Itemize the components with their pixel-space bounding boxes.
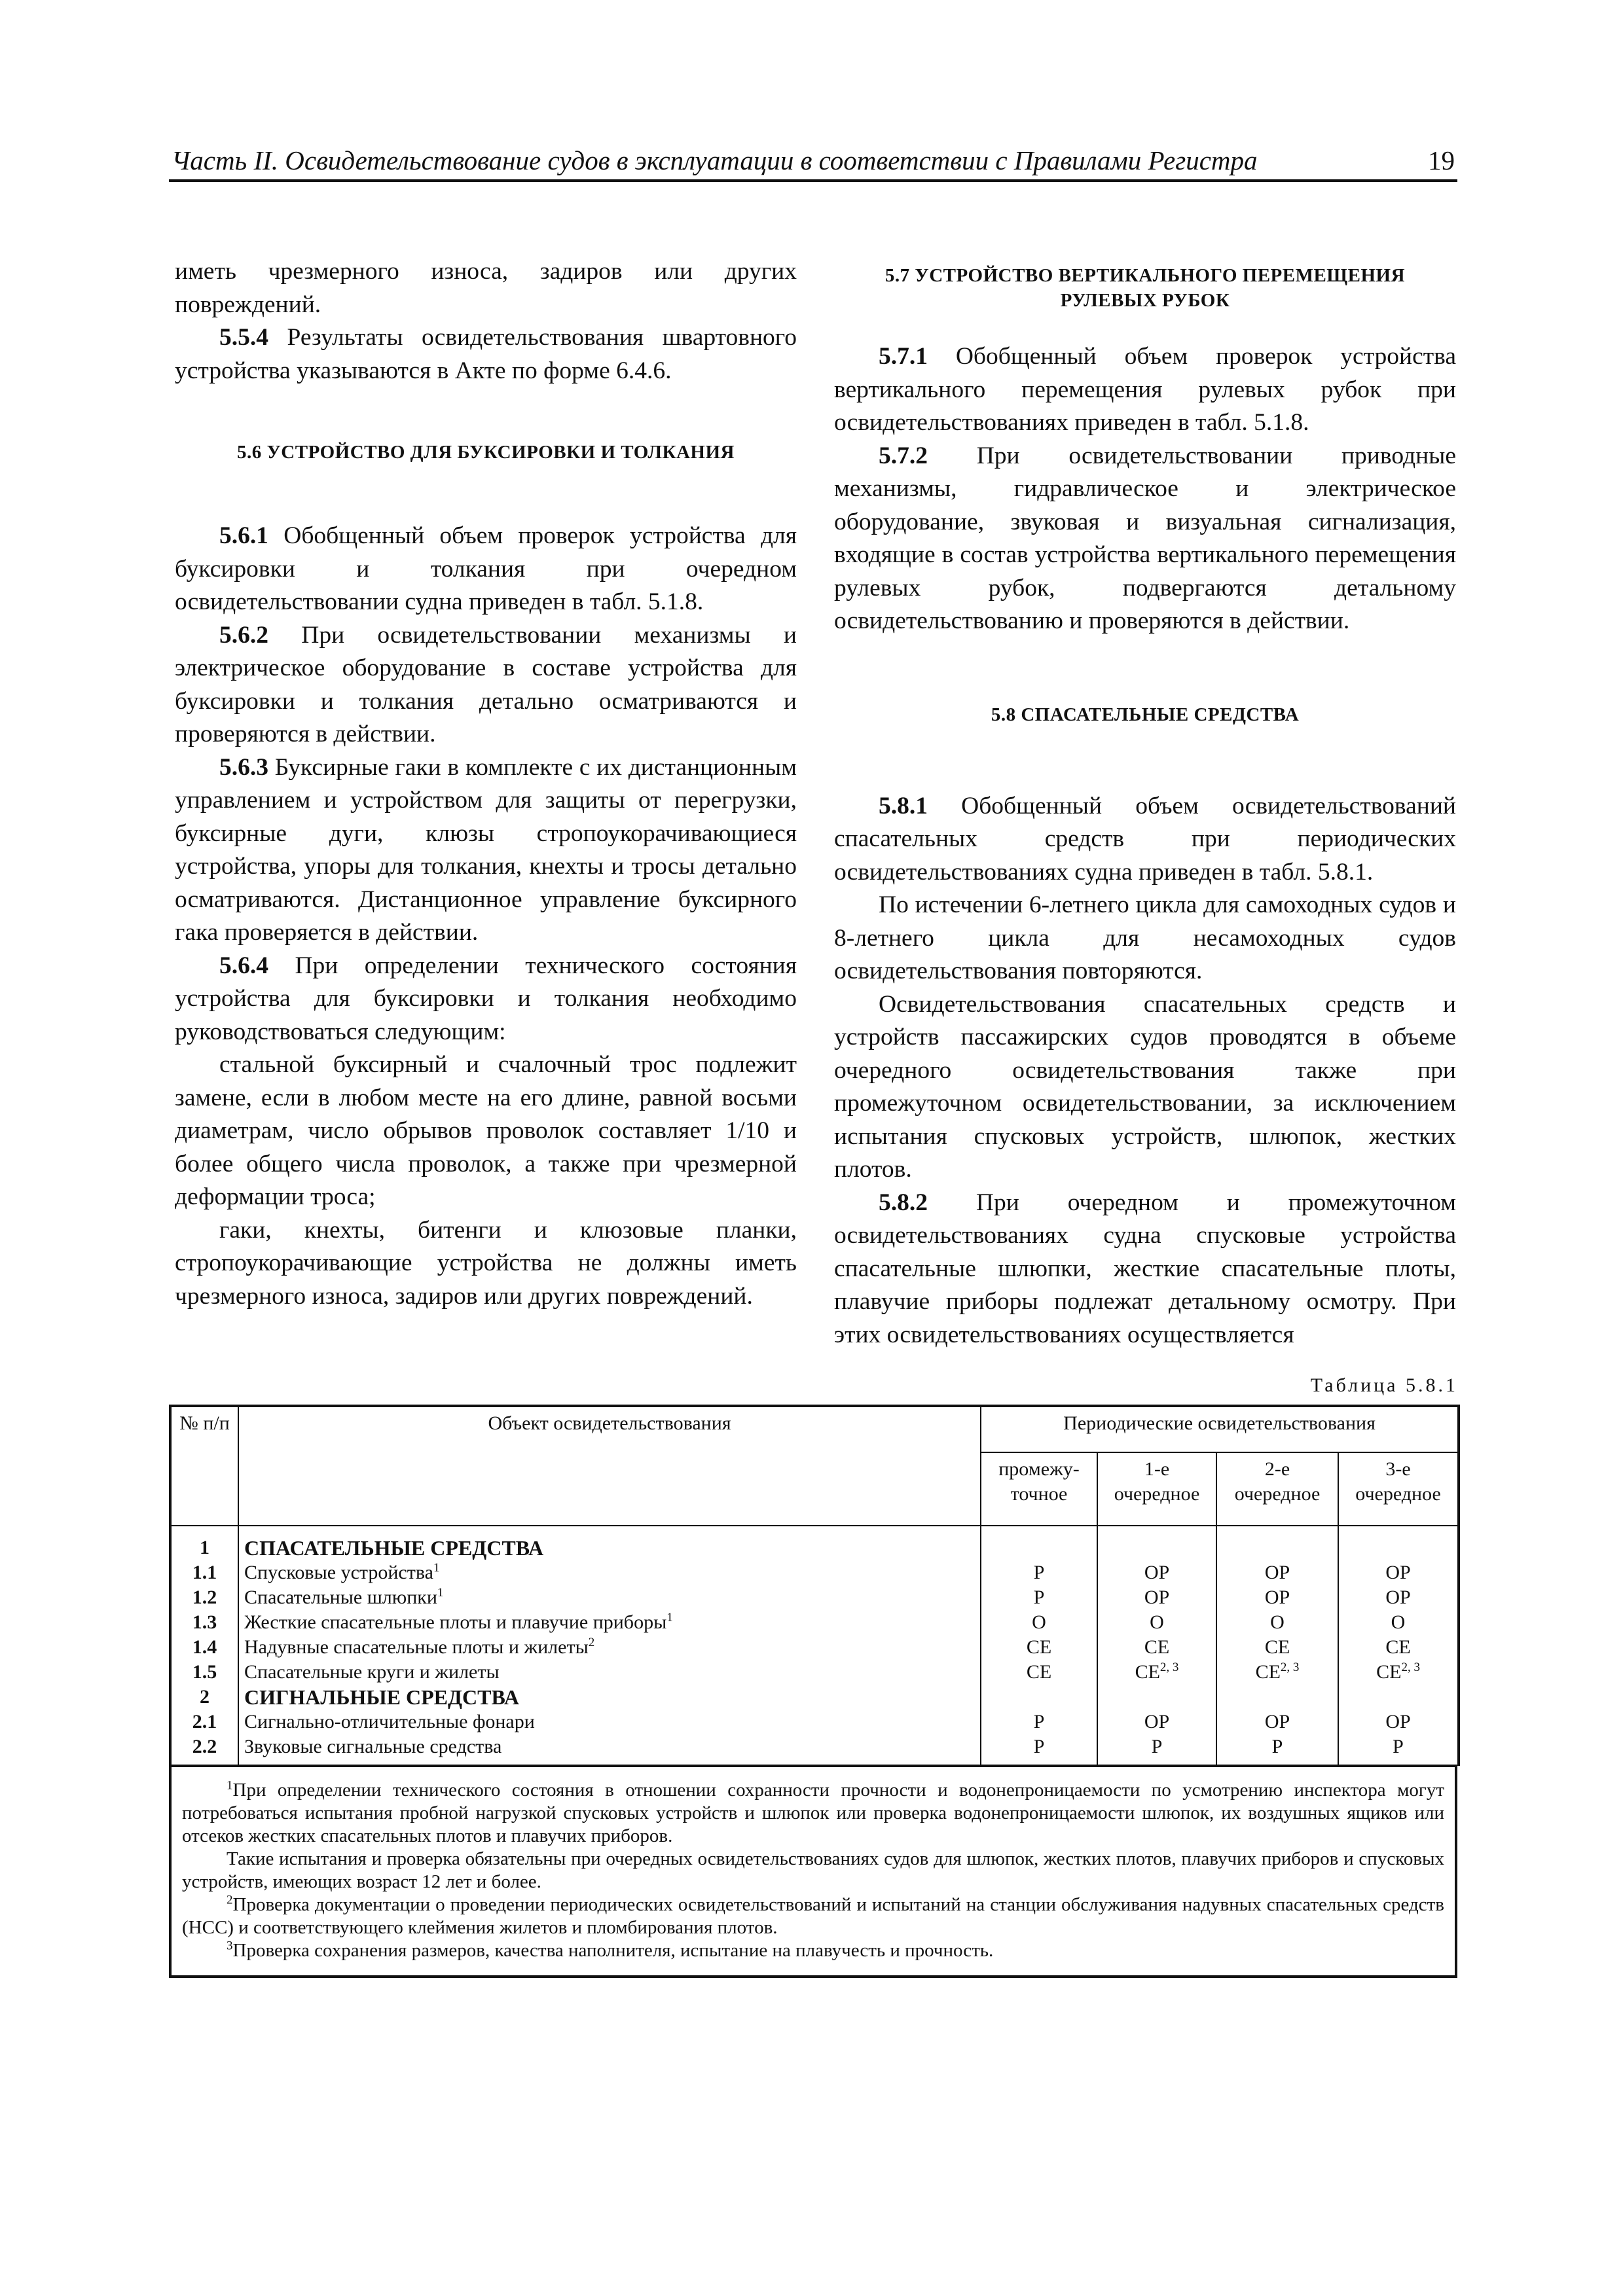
- table-footnotes: [169, 1766, 1457, 1978]
- row-value: [1222, 1535, 1332, 1560]
- header-object: Объект освидетельствования: [238, 1406, 981, 1526]
- row-number: 2.1: [192, 1711, 217, 1732]
- clause-number: 5.6.4: [219, 952, 268, 979]
- left-column: [175, 255, 797, 1313]
- column-period-3: [1216, 1526, 1338, 1765]
- paragraph-5-7-2: 5.7.2 При освидетельствовании приводные механизмы, гидравлическое и электрическое оборудование, звуковая и визуальная сигнализация, входящие в состав устройства вертикального перемещения рулевых рубок, подвергаются детальному освидетельствованию и проверяются в действии.: [834, 442, 1456, 634]
- row-value: ОР: [1264, 1562, 1290, 1583]
- column-period-4: [1338, 1526, 1459, 1765]
- paragraph-hooks: гаки, кнехты, битенги и клюзовые планки, стропоукорачивающие устройства не должны иметь чрезмерного износа, задиров или других повреждений.: [175, 1216, 797, 1310]
- column-numbers: [170, 1526, 238, 1765]
- row-value: ОР: [1264, 1587, 1290, 1608]
- table-caption: Таблица 5.8.1: [1310, 1374, 1458, 1396]
- table-5-8-1: [169, 1405, 1457, 1978]
- row-value: ОР: [1385, 1562, 1411, 1583]
- subheader-period-3: 2-е очередное: [1216, 1452, 1338, 1526]
- row-number: 1.2: [192, 1587, 217, 1608]
- header-periodic: Периодические освидетельствования: [981, 1406, 1459, 1452]
- row-value: Р: [1033, 1587, 1045, 1608]
- row-object-name: Спасательные круги и жилеты: [244, 1661, 500, 1683]
- column-objects: [238, 1526, 981, 1765]
- paragraph-5-5-4: 5.5.4 Результаты освидетельствования швартовного устройства указываются в Акте по форме 6.4.6.: [175, 324, 797, 384]
- page-number: 19: [1428, 145, 1455, 175]
- column-period-2: [1097, 1526, 1216, 1765]
- paragraph-continuation: иметь чрезмерного износа, задиров или других повреждений.: [175, 258, 797, 318]
- paragraph-5-6-3: 5.6.3 Буксирные гаки в комплекте с их дистанционным управлением и устройством для защиты от перегрузки, буксирные дуги, клюзы стропоукорачивающиеся устройства, упоры для толкания, кнехты и тросы детально осматриваются. Дистанционное управление буксирного гака проверяется в действии.: [175, 753, 797, 946]
- paragraph-5-6-4: 5.6.4 При определении технического состояния устройства для буксировки и толкания необходимо руководствоваться следующим:: [175, 952, 797, 1045]
- row-value: [1103, 1535, 1211, 1560]
- paragraph-5-8-1: 5.8.1 Обобщенный объем освидетельствований спасательных средств при периодических освидетельствованиях судна приведен в табл. 5.8.1.: [834, 792, 1456, 886]
- row-object-name: Надувные спасательные плоты и жилеты$^2$: [244, 1636, 595, 1658]
- row-value: Р: [1033, 1711, 1045, 1732]
- row-value: [1344, 1535, 1452, 1560]
- row-value: Р: [1393, 1736, 1404, 1757]
- header-num: № п/п: [170, 1406, 238, 1526]
- row-value: СЕ$^{2, 3}$: [1135, 1660, 1179, 1683]
- row-value: [1222, 1685, 1332, 1710]
- row-value: СЕ: [1385, 1636, 1411, 1658]
- row-value: ОР: [1144, 1587, 1170, 1608]
- row-number: 1: [200, 1537, 210, 1558]
- row-value: СЕ: [1026, 1661, 1052, 1683]
- row-value: О: [1150, 1611, 1164, 1633]
- row-number: 2.2: [192, 1736, 217, 1757]
- row-value: Р: [1151, 1736, 1163, 1757]
- row-value: Р: [1033, 1736, 1045, 1757]
- paragraph-5-6-2: 5.6.2 При освидетельствовании механизмы и электрическое оборудование в составе устройства для буксировки и толкания детально осматриваются и проверяются в действии.: [175, 621, 797, 747]
- row-number: 2: [200, 1686, 210, 1708]
- clause-number: 5.7.1: [879, 343, 928, 370]
- footnote: $^1$При определении технического состояния в отношении сохранности прочности и водонепроницаемости по усмотрению инспектора могут потребоваться испытания пробной нагрузкой спусковых устройств и шлюпок или проверка водонепроницаемости шлюпок, их воздушных ящиков или отсеков жестких спасательных плотов и плавучих приборов.: [182, 1778, 1444, 1846]
- row-value: [987, 1535, 1091, 1560]
- row-value: [987, 1685, 1091, 1710]
- subheader-period-1: промежу- точное: [981, 1452, 1097, 1526]
- paragraph-5-8-2: 5.8.2 При очередном и промежуточном освидетельствованиях судна спусковые устройства спасательные шлюпки, жесткие спасательные плоты, плавучие приборы подлежат детальному осмотру. При этих освидетельствованиях осуществляется: [834, 1189, 1456, 1348]
- row-value: СЕ$^{2, 3}$: [1255, 1660, 1300, 1683]
- row-value: ОР: [1264, 1711, 1290, 1732]
- paragraph-steel-rope: стальной буксирный и счалочный трос подлежит замене, если в любом месте на его длине, равной восьми диаметрам, число обрывов проволок составляет 1/10 и более общего числа проволок, а также при чрезмерной деформации троса;: [175, 1051, 797, 1210]
- row-value: О: [1391, 1611, 1406, 1633]
- footnote: $^3$Проверка сохранения размеров, качества наполнителя, испытание на плавучесть и прочность.: [227, 1939, 994, 1961]
- clause-number: 5.6.1: [219, 522, 268, 549]
- paragraph-5-7-1: 5.7.1 Обобщенный объем проверок устройства вертикального перемещения рулевых рубок при освидетельствованиях приведен в табл. 5.1.8.: [834, 343, 1456, 436]
- clause-number: 5.6.2: [219, 621, 268, 649]
- row-object-name: Сигнально-отличительные фонари: [244, 1711, 535, 1732]
- row-number: 1.1: [192, 1562, 217, 1583]
- row-object-name: Спусковые устройства$^1$: [244, 1561, 440, 1583]
- row-value: О: [1270, 1611, 1285, 1633]
- row-value: СЕ: [1144, 1636, 1170, 1658]
- running-header: [169, 143, 1457, 182]
- column-period-1: [981, 1526, 1097, 1765]
- header-title: Часть II. Освидетельствование судов в эксплуатации в соответствии с Правилами Регистра: [172, 145, 1258, 175]
- row-value: [1344, 1685, 1452, 1710]
- row-value: ОР: [1385, 1711, 1411, 1732]
- row-object-name: Звуковые сигнальные средства: [244, 1736, 502, 1757]
- clause-number: 5.5.4: [219, 324, 268, 351]
- row-value: ОР: [1144, 1562, 1170, 1583]
- row-value: О: [1032, 1611, 1046, 1633]
- table-group-heading: СИГНАЛЬНЫЕ СРЕДСТВА: [244, 1685, 519, 1709]
- clause-number: 5.6.3: [219, 753, 268, 781]
- right-column: [834, 255, 1456, 1352]
- clause-number: 5.7.2: [879, 442, 928, 469]
- row-value: ОР: [1144, 1711, 1170, 1732]
- row-number: 1.3: [192, 1611, 217, 1633]
- row-object-name: Жесткие спасательные плоты и плавучие приборы$^1$: [244, 1611, 673, 1633]
- clause-number: 5.8.2: [879, 1189, 928, 1216]
- row-value: ОР: [1385, 1587, 1411, 1608]
- row-value: СЕ$^{2, 3}$: [1376, 1660, 1420, 1683]
- footnote: $^2$Проверка документации о проведении периодических освидетельствований и испытаний на станции обслуживания надувных спасательных средств (НСС) и соответствующего клеймения жилетов и пломбирования плотов.: [182, 1893, 1444, 1938]
- row-value: СЕ: [1264, 1636, 1290, 1658]
- section-heading-5-8: 5.8 СПАСАТЕЛЬНЫЕ СРЕДСТВА: [991, 704, 1300, 725]
- subheader-period-2: 1-е очередное: [1097, 1452, 1216, 1526]
- row-value: Р: [1271, 1736, 1283, 1757]
- footnote: Такие испытания и проверка обязательны при очередных освидетельствованиях судов для шлюпок, жестких плотов, плавучих приборов и спусковых устройств, имеющих возраст 12 лет и более.: [182, 1848, 1444, 1892]
- paragraph-passenger: Освидетельствования спасательных средств и устройств пассажирских судов проводятся в объеме очередного освидетельствования также при промежуточном освидетельствовании, за исключением испытания спусковых устройств, шлюпок, жестких плотов.: [834, 990, 1456, 1183]
- subheader-period-4: 3-е очередное: [1338, 1452, 1459, 1526]
- row-value: СЕ: [1026, 1636, 1052, 1658]
- section-heading-5-7: 5.7 УСТРОЙСТВО ВЕРТИКАЛЬНОГО ПЕРЕМЕЩЕНИЯ РУЛЕВЫХ РУБОК: [884, 265, 1406, 311]
- table-group-heading: СПАСАТЕЛЬНЫЕ СРЕДСТВА: [244, 1536, 544, 1560]
- row-value: Р: [1033, 1562, 1045, 1583]
- row-number: 1.4: [192, 1636, 217, 1658]
- section-heading-5-6: 5.6 УСТРОЙСТВО ДЛЯ БУКСИРОВКИ И ТОЛКАНИЯ: [237, 442, 735, 463]
- paragraph-5-6-1: 5.6.1 Обобщенный объем проверок устройства для буксировки и толкания при очередном освидетельствовании судна приведен в табл. 5.1.8.: [175, 522, 797, 615]
- clause-number: 5.8.1: [879, 792, 928, 819]
- row-value: [1103, 1685, 1211, 1710]
- paragraph-cycle: По истечении 6-летнего цикла для самоходных судов и 8-летнего цикла для несамоходных судов освидетельствования повторяются.: [834, 891, 1456, 984]
- row-object-name: Спасательные шлюпки$^1$: [244, 1586, 444, 1608]
- row-number: 1.5: [192, 1661, 217, 1683]
- data-table: [169, 1405, 1460, 1766]
